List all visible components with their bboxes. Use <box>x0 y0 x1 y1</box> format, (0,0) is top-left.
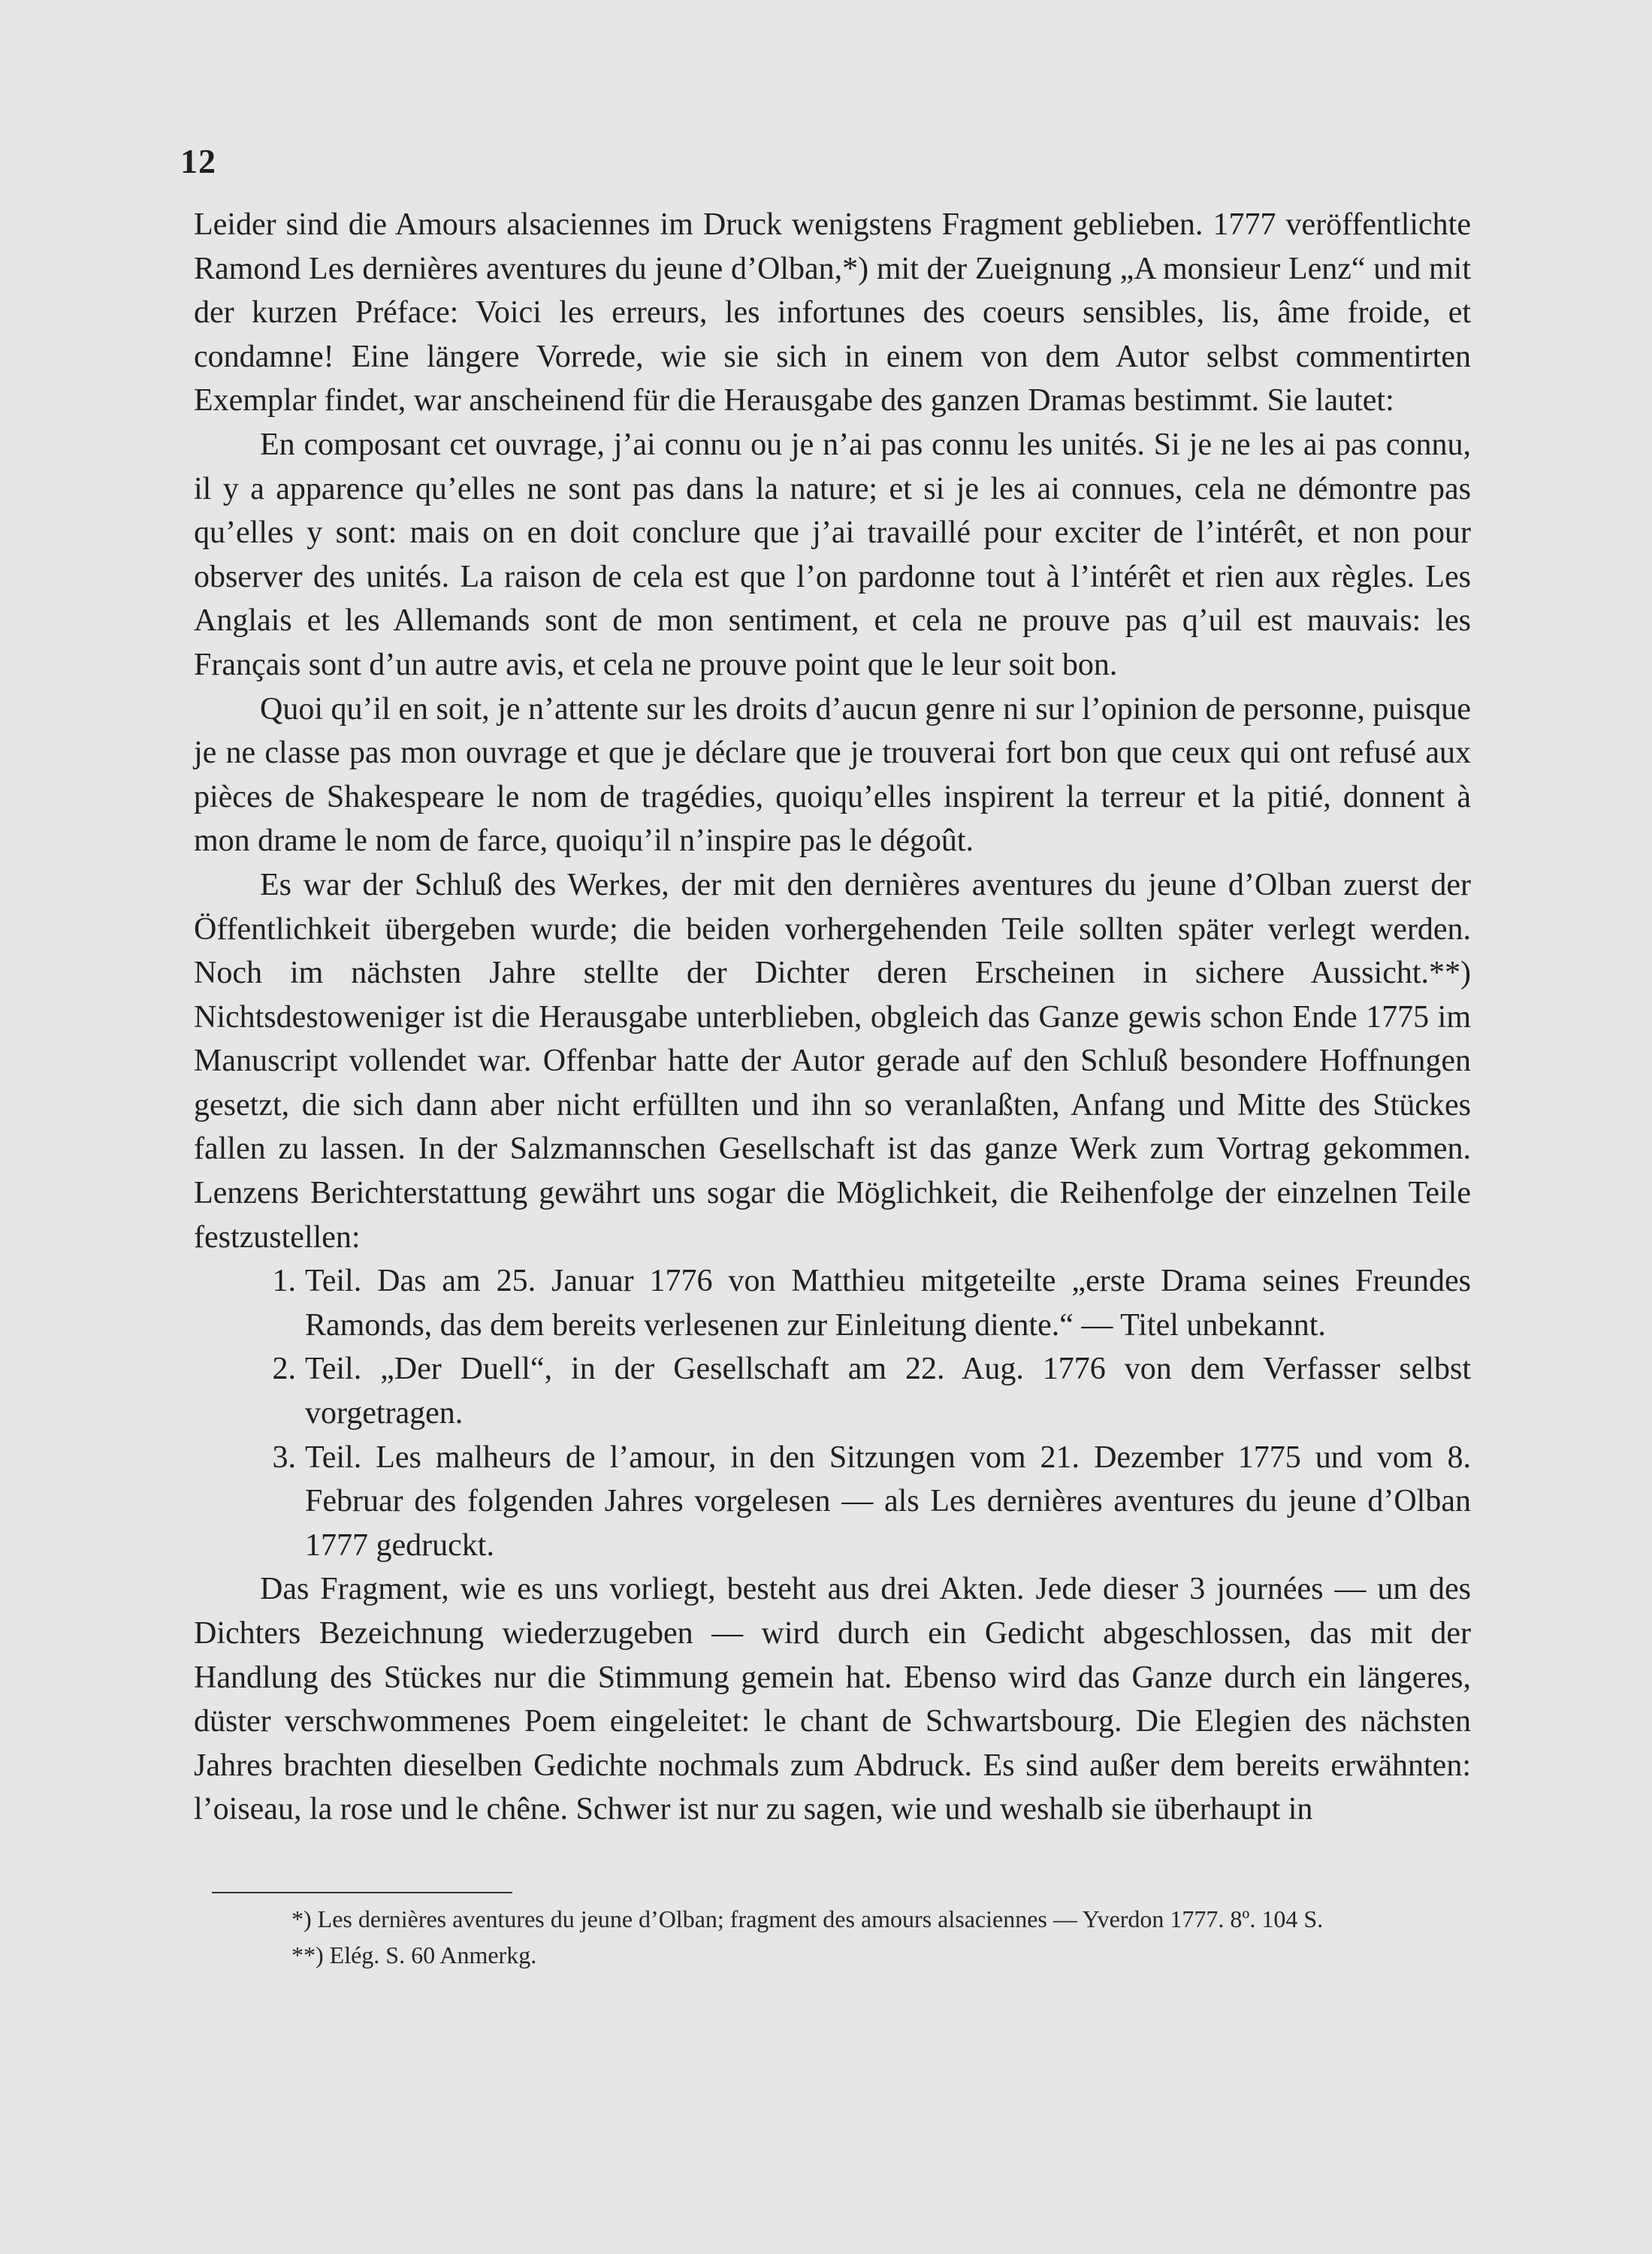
list-item-number: 2. <box>272 1352 296 1387</box>
list-item <box>194 1259 1471 1347</box>
list-item-text: Teil. Les malheurs de l’amour, in den Sitzungen vom 21. Dezember 1775 und vom 8. Februar des folgenden Jahres vorgelesen — als Les dernières aventures du jeune d’Olban 1777 gedruckt. <box>305 1440 1471 1563</box>
paragraph-4: Es war der Schluß des Werkes, der mit den dernières aventures du jeune d’Olban zuerst der Öffentlichkeit übergeben wurde; die beiden vorhergehenden Teile sollten später verlegt werden. Noch im nächsten Jahre stellte der Dichter deren Erscheinen in sichere Aussicht.**) Nichtsdestoweniger ist die Herausgabe unterblieben, obgleich das Ganze gewis schon Ende 1775 im Manuscript vollendet war. Offenbar hatte der Autor gerade auf den Schluß besondere Hoffnungen gesetzt, die sich dann aber nicht erfüllten und ihn so veranlaßten, Anfang und Mitte des Stückes fallen zu lassen. In der Salzmannschen Gesellschaft ist das ganze Werk zum Vortrag gekommen. Lenzens Berichterstattung gewährt uns sogar die Möglichkeit, die Reihenfolge der einzelnen Teile festzustellen: <box>194 867 1471 1255</box>
footnotes <box>194 1901 1471 1973</box>
paragraph-5: Das Fragment, wie es uns vorliegt, besteht aus drei Akten. Jede dieser 3 journées — um des Dichters Bezeichnung wiederzugeben — wird durch ein Gedicht abgeschlossen, das mit der Handlung des Stückes nur die Stimmung gemein hat. Ebenso wird das Ganze durch ein längeres, düster verschwommenes Poem eingeleitet: le chant de Schwartsbourg. Die Elegien des nächsten Jahres brachten dieselben Gedichte nochmals zum Abdruck. Es sind außer dem bereits erwähnten: l’oiseau, la rose und le chêne. Schwer ist nur zu sagen, wie und weshalb sie überhaupt in <box>194 1572 1471 1827</box>
body-text <box>194 203 1471 1832</box>
paragraph-2-french-quote: En composant cet ouvrage, j’ai connu ou je n’ai pas connu les unités. Si je ne les ai pas connu, il y a apparence qu’elles ne sont pas dans la nature; et si je les ai connues, cela ne démontre pas qu’elles y sont: mais on en doit conclure que j’ai travaillé pour exciter de l’intérêt, et non pour observer des unités. La raison de cela est que l’on pardonne tout à l’intérêt et rien aux règles. Les Anglais et les Allemands sont de mon sentiment, et cela ne prouve pas q’uil est mauvais: les Français sont d’un autre avis, et cela ne prouve point que le leur soit bon. <box>194 427 1471 682</box>
list-item-text: Teil. „Der Duell“, in der Gesellschaft am 22. Aug. 1776 von dem Verfasser selbst vorgetragen. <box>305 1352 1471 1431</box>
paragraph-3-french-quote: Quoi qu’il en soit, je n’attente sur les droits d’aucun genre ni sur l’opinion de personne, puisque je ne classe pas mon ouvrage et que je déclare que je trouverai fort bon que ceux qui ont refusé aux pièces de Shakespeare le nom de tragédies, quoiqu’elles inspirent la terreur et la pitié, donnent à mon drame le nom de farce, quoiqu’il n’inspire pas le dégoût. <box>194 691 1471 859</box>
paragraph-1: Leider sind die Amours alsaciennes im Druck wenigstens Fragment geblieben. 1777 veröffentlichte Ramond Les dernières aventures du jeune d’Olban,*) mit der Zueignung „A monsieur Lenz“ und mit der kurzen Préface: Voici les erreurs, les infortunes des coeurs sensibles, lis, âme froide, et condamne! Eine längere Vorrede, wie sie sich in einem von dem Autor selbst commentirten Exemplar findet, war anscheinend für die Herausgabe des ganzen Dramas bestimmt. Sie lautet: <box>194 207 1471 418</box>
list-item <box>194 1347 1471 1435</box>
footnote-divider <box>212 1892 512 1893</box>
list-item-number: 3. <box>272 1440 296 1475</box>
footnote-2: **) Elég. S. 60 Anmerkg. <box>291 1941 537 1968</box>
footnote-1: *) Les dernières aventures du jeune d’Olban; fragment des amours alsaciennes — Yverdon 1777. 8º. 104 S. <box>291 1905 1324 1932</box>
page-number: 12 <box>180 142 216 180</box>
list-item-number: 1. <box>272 1264 296 1299</box>
list-item <box>194 1436 1471 1568</box>
list-item-text: Teil. Das am 25. Januar 1776 von Matthieu mitgeteilte „erste Drama seines Freundes Ramonds, das dem bereits verlesenen zur Einleitung diente.“ — Titel unbekannt. <box>305 1264 1471 1343</box>
parts-list <box>194 1259 1471 1567</box>
